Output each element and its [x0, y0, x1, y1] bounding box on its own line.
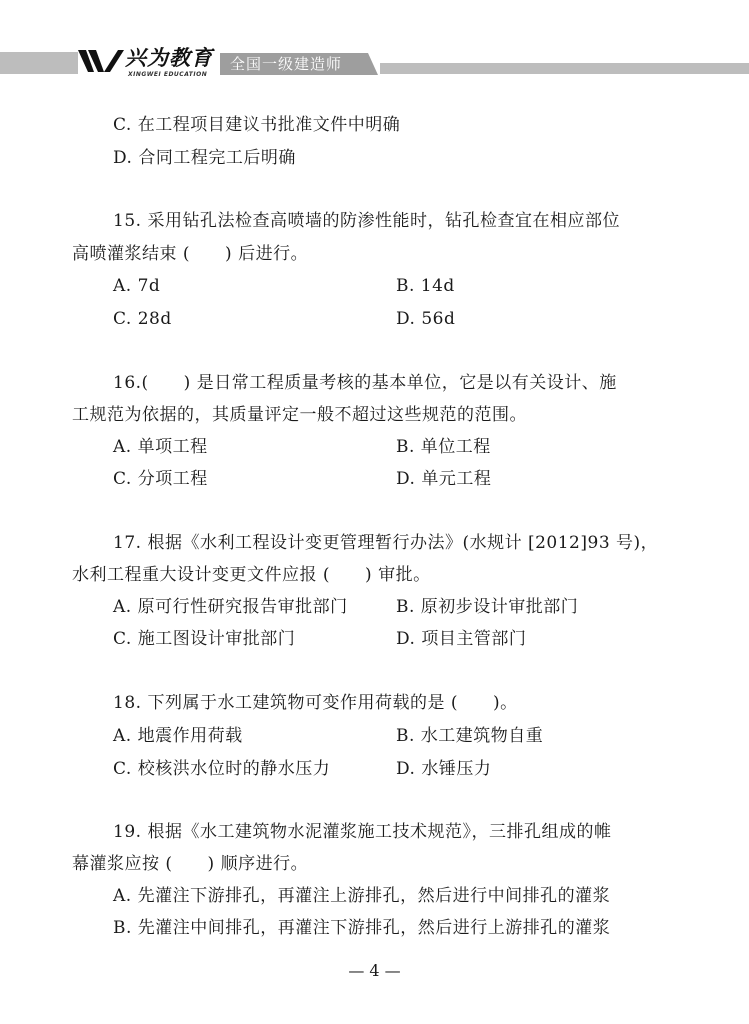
q15-stem-line2: 高喷灌浆结束 ( ) 后进行。	[72, 244, 309, 264]
header-tagline: 全国一级建造师	[230, 55, 343, 73]
q18-option-a: A. 地震作用荷载	[113, 726, 243, 746]
q16-stem-line2: 工规范为依据的，其质量评定一般不超过这些规范的范围。	[72, 405, 527, 425]
q18-option-c: C. 校核洪水位时的静水压力	[113, 759, 331, 779]
header-band-left	[0, 52, 78, 74]
q19-stem-line1: 19. 根据《水工建筑物水泥灌浆施工技术规范》，三排孔组成的帷	[113, 822, 612, 842]
q16-option-d: D. 单元工程	[396, 469, 492, 489]
q17-stem-line1: 17. 根据《水利工程设计变更管理暂行办法》(水规计 [2012]93 号)，	[113, 533, 659, 553]
q15-option-b: B. 14d	[396, 276, 455, 296]
q17-option-c: C. 施工图设计审批部门	[113, 629, 296, 649]
q17-stem-line2: 水利工程重大设计变更文件应报 ( ) 审批。	[72, 565, 431, 585]
xingwei-logo-icon	[78, 48, 124, 76]
q19-option-b: B. 先灌注中间排孔，再灌注下游排孔，然后进行上游排孔的灌浆	[113, 918, 611, 938]
q17-option-b: B. 原初步设计审批部门	[396, 597, 579, 617]
q14-option-c: C. 在工程项目建议书批准文件中明确	[113, 115, 401, 135]
q18-option-d: D. 水锤压力	[396, 759, 492, 779]
q16-option-b: B. 单位工程	[396, 437, 491, 457]
page-header	[0, 0, 749, 80]
q16-option-c: C. 分项工程	[113, 469, 208, 489]
page-number: — 4 —	[348, 961, 401, 980]
q19-stem-line2: 幕灌浆应按 ( ) 顺序进行。	[72, 854, 309, 874]
q15-option-c: C. 28d	[113, 309, 172, 329]
q15-option-a: A. 7d	[113, 276, 161, 296]
logo-subtext: XINGWEI EDUCATION	[128, 71, 208, 78]
q18-option-b: B. 水工建筑物自重	[396, 726, 544, 746]
q15-stem-line1: 15. 采用钻孔法检查高喷墙的防渗性能时，钻孔检查宜在相应部位	[113, 211, 620, 231]
q17-option-d: D. 项目主管部门	[396, 629, 527, 649]
q17-option-a: A. 原可行性研究报告审批部门	[113, 597, 348, 617]
q16-stem-line1: 16.( ) 是日常工程质量考核的基本单位，它是以有关设计、施	[113, 373, 617, 393]
logo-text: 兴为教育	[125, 46, 213, 70]
q18-stem-line1: 18. 下列属于水工建筑物可变作用荷载的是 ( )。	[113, 693, 518, 713]
q14-option-d: D. 合同工程完工后明确	[113, 148, 296, 168]
header-band-right	[380, 63, 749, 74]
q19-option-a: A. 先灌注下游排孔，再灌注上游排孔，然后进行中间排孔的灌浆	[113, 886, 611, 906]
q15-option-d: D. 56d	[396, 309, 456, 329]
q16-option-a: A. 单项工程	[113, 437, 208, 457]
